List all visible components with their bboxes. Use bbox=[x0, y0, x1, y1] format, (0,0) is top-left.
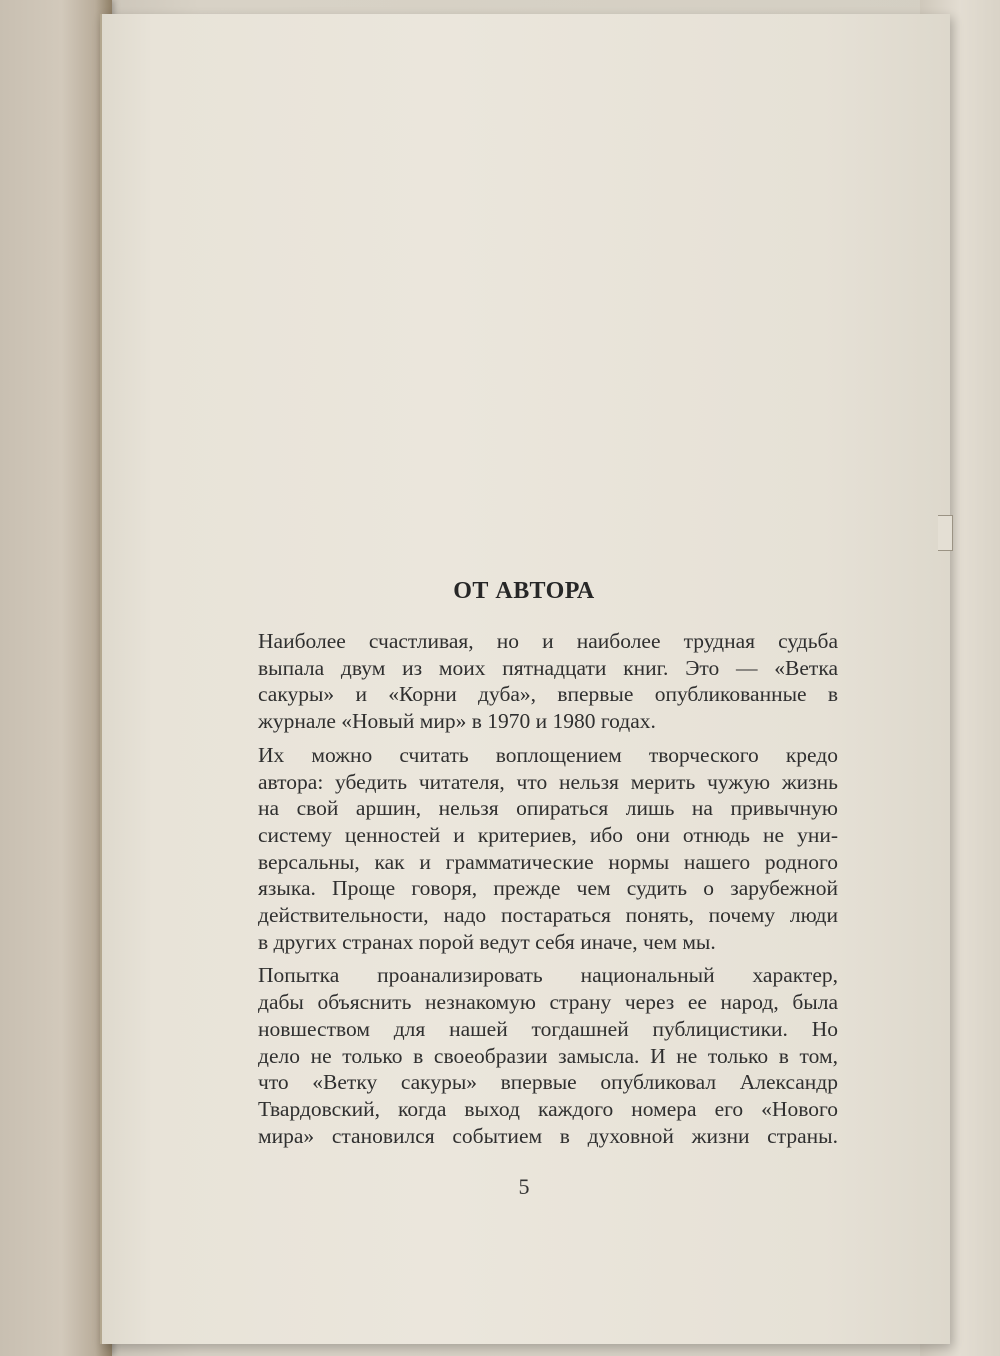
page-tab-marker bbox=[938, 515, 953, 551]
paragraph-2 bbox=[218, 742, 838, 956]
body-text bbox=[218, 628, 838, 1156]
text-line: систему ценностей и критериев, ибо они отнюдь не уни- bbox=[258, 822, 838, 847]
text-line: автора: убедить читателя, что нельзя мерить чужую жизнь bbox=[258, 769, 838, 794]
page-title: ОТ АВТОРА bbox=[453, 578, 595, 604]
text-line: что «Ветку сакуры» впервые опубликовал Александр bbox=[258, 1070, 838, 1095]
text-line: сакуры» и «Корни дуба», впервые опубликованные в bbox=[258, 682, 838, 707]
text-line: в других странах порой ведут себя иначе, чем мы. bbox=[258, 929, 716, 954]
paragraph-1 bbox=[218, 628, 838, 735]
text-line: Попытка проанализировать национальный характер, bbox=[258, 963, 838, 988]
text-line: выпала двум из моих пятнадцати книг. Это — «Ветка bbox=[258, 655, 838, 680]
text-line: Их можно считать воплощением творческого кредо bbox=[258, 742, 838, 767]
paragraph-3 bbox=[218, 962, 838, 1149]
facing-page-edge bbox=[0, 0, 112, 1356]
text-line: дело не только в своеобразии замысла. И не только в том, bbox=[258, 1043, 838, 1068]
text-line: дабы объяснить незнакомую страну через ее народ, была bbox=[258, 990, 838, 1015]
text-line: мира» становился событием в духовной жизни страны. bbox=[258, 1123, 838, 1148]
text-line: новшеством для нашей тогдашней публицистики. Но bbox=[258, 1016, 838, 1041]
page-number: 5 bbox=[518, 1174, 530, 1199]
text-line: Твардовский, когда выход каждого номера его «Нового bbox=[258, 1096, 838, 1121]
text-line: на свой аршин, нельзя опираться лишь на привычную bbox=[258, 796, 838, 821]
text-line: журнале «Новый мир» в 1970 и 1980 годах. bbox=[258, 709, 656, 734]
text-line: действительности, надо постараться понять, почему люди bbox=[258, 903, 838, 928]
text-line: версальны, как и грамматические нормы нашего родного bbox=[258, 849, 838, 874]
text-line: языка. Проще говоря, прежде чем судить о зарубежной bbox=[258, 876, 838, 901]
text-line: Наиболее счастливая, но и наиболее трудная судьба bbox=[258, 629, 838, 653]
